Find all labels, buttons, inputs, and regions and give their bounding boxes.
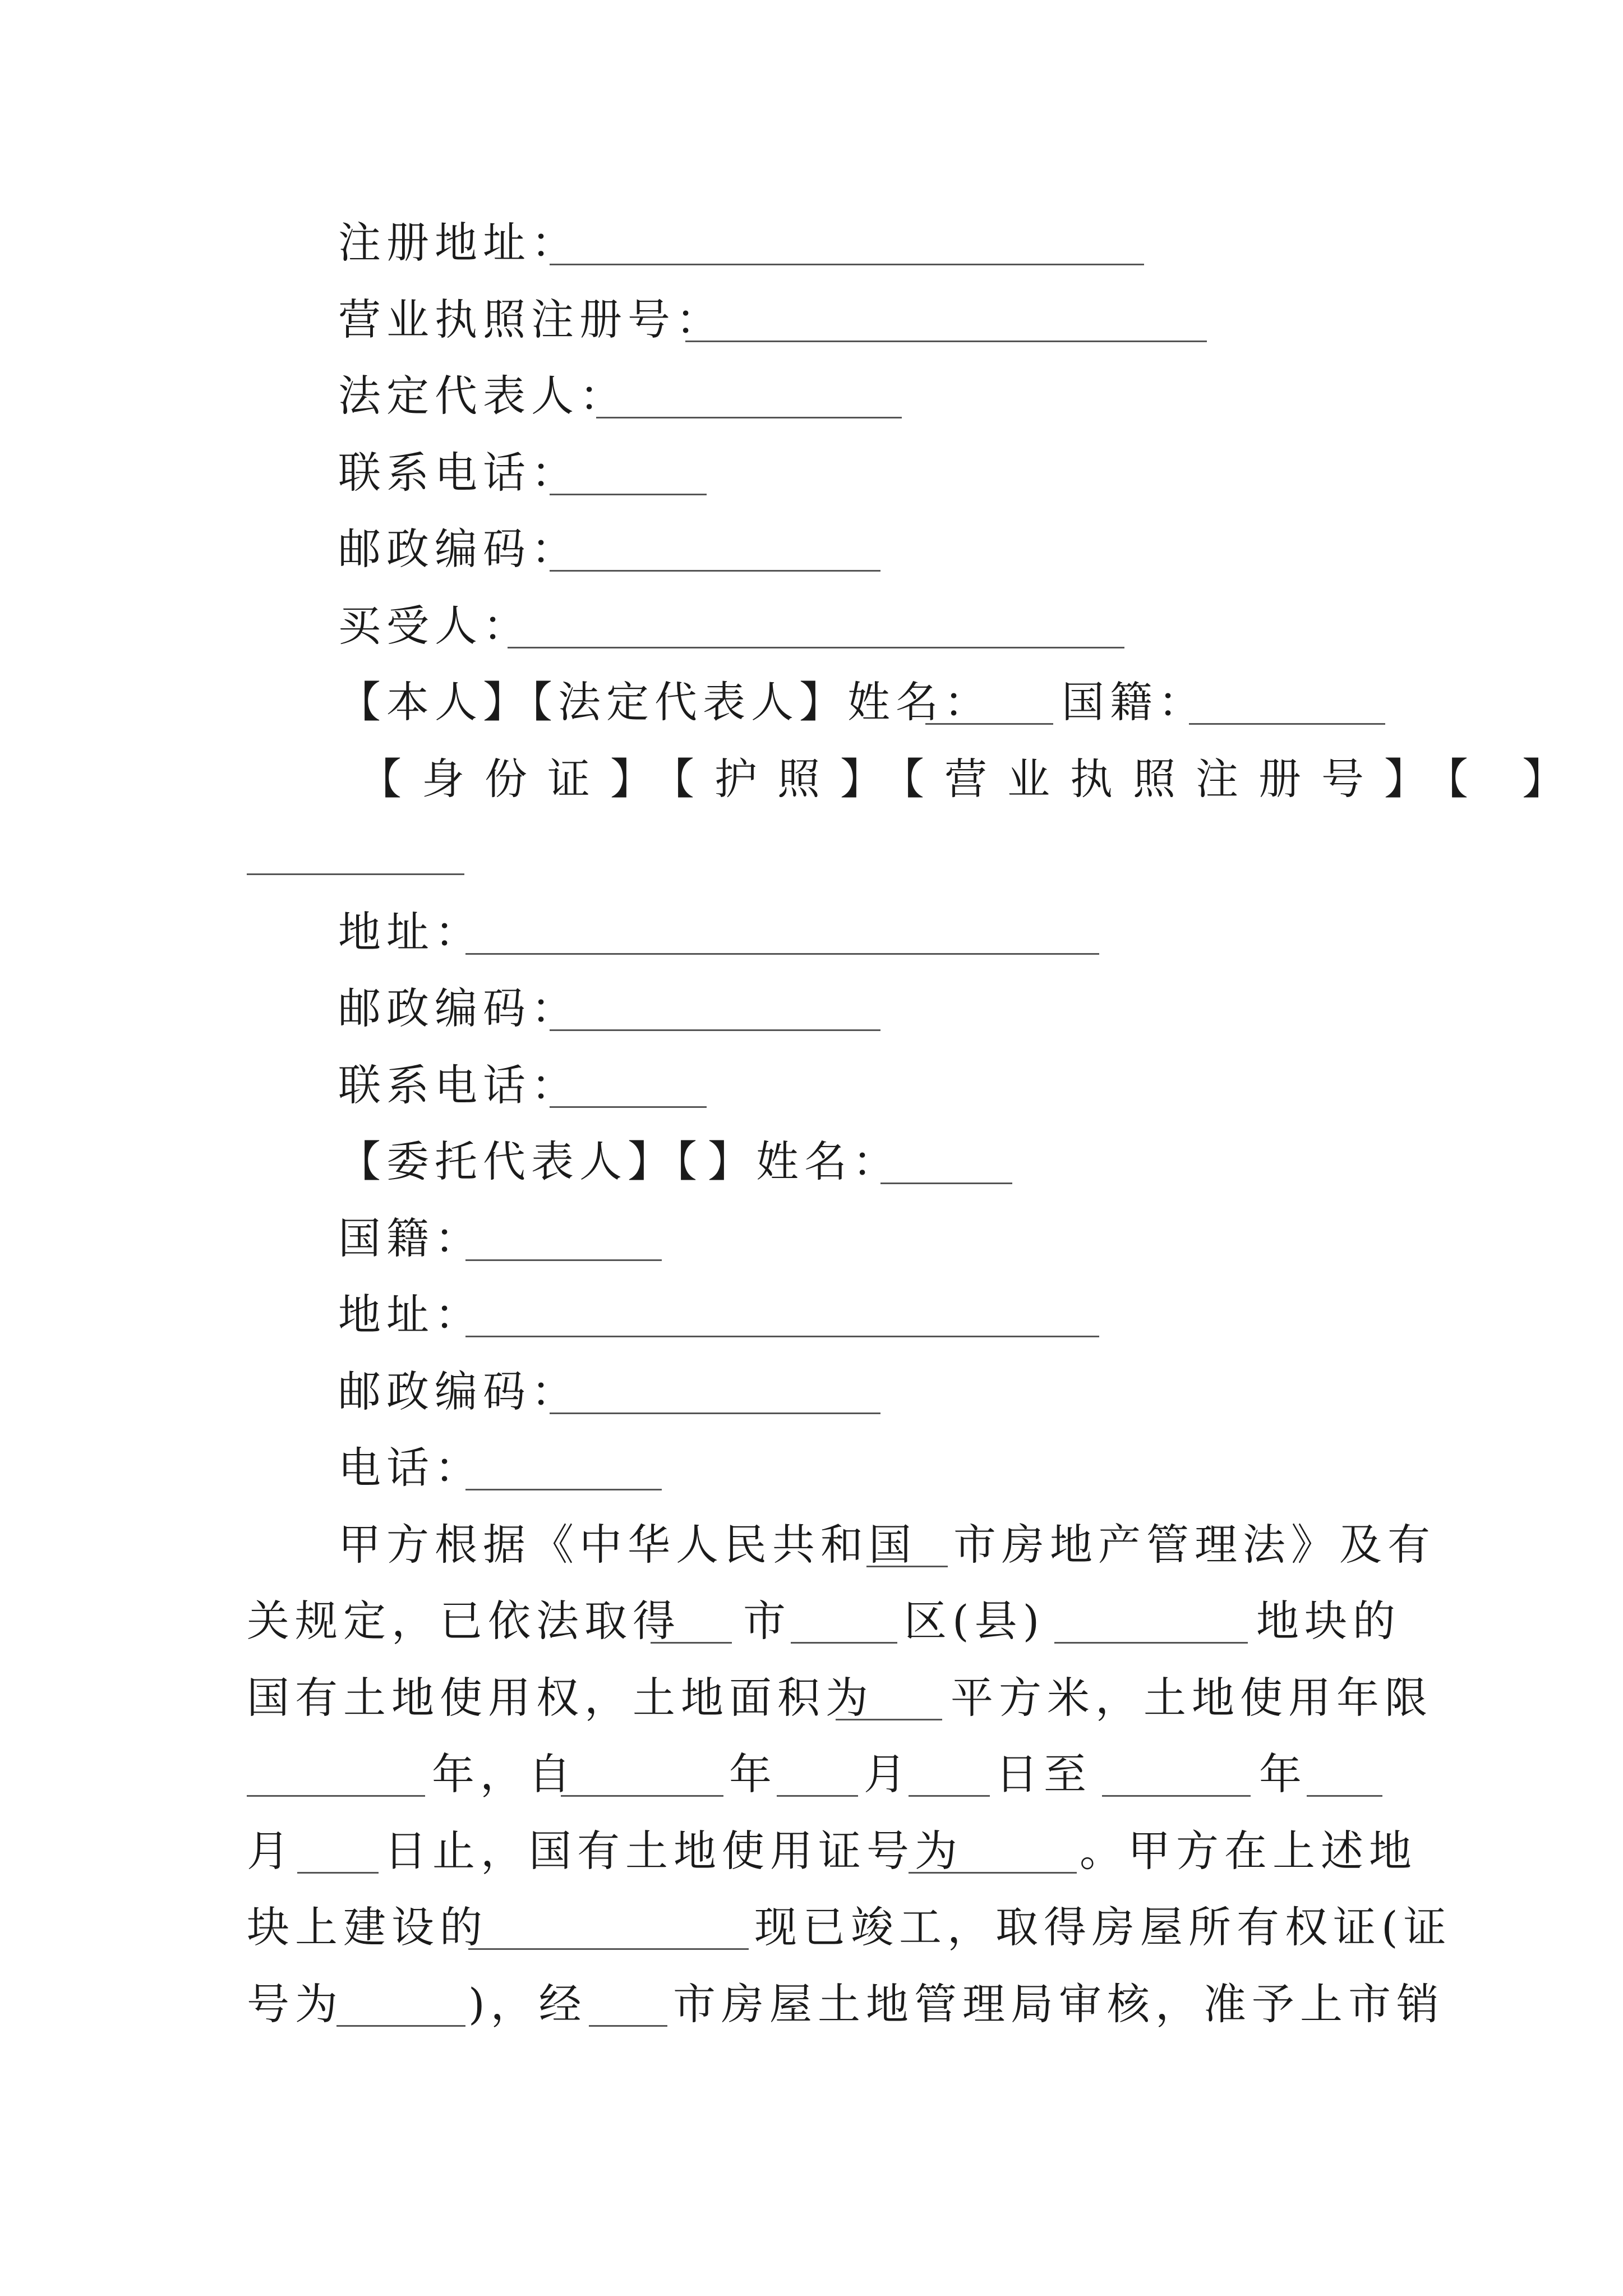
agent-name-label: 】姓名： <box>708 1137 901 1186</box>
paragraph-blank[interactable] <box>1054 1642 1248 1644</box>
buyer-nationality-label: 国籍： <box>1062 677 1206 727</box>
buyer-postcode-blank[interactable] <box>550 1029 880 1031</box>
paragraph-blank[interactable] <box>791 1642 897 1644</box>
agent-phone-blank[interactable] <box>465 1489 662 1490</box>
paragraph-text: 号为 <box>247 1979 343 2029</box>
agent-postcode-label: 邮政编码： <box>338 1366 579 1416</box>
paragraph-text: 市 <box>743 1596 791 1646</box>
paragraph-blank[interactable] <box>909 1795 990 1797</box>
license-no-label: 营业执照注册号： <box>338 295 724 344</box>
paragraph-blank[interactable] <box>909 1872 1077 1874</box>
paragraph-text: 甲方根据《中华人民共和国 <box>338 1520 917 1570</box>
id-type-options: 【身份证】【护照】【营业执照注册号】【 】 <box>359 754 1585 804</box>
paragraph-blank[interactable] <box>1102 1795 1251 1797</box>
paragraph-blank[interactable] <box>836 1719 942 1720</box>
paragraph-blank[interactable] <box>777 1795 858 1797</box>
paragraph-blank[interactable] <box>297 1872 379 1874</box>
buyer-postcode-label: 邮政编码： <box>338 983 579 1033</box>
buyer-nationality-blank[interactable] <box>1189 723 1385 725</box>
paragraph-text: )，经 <box>468 1979 587 2029</box>
legal-rep-label: 法定代表人： <box>338 371 628 421</box>
agent-address-label: 地址： <box>338 1290 483 1340</box>
seller-postcode-blank[interactable] <box>550 570 880 572</box>
buyer-blank[interactable] <box>508 647 1124 648</box>
paragraph-blank[interactable] <box>561 1795 723 1797</box>
seller-phone-label: 联系电话： <box>338 448 579 498</box>
seller-postcode-label: 邮政编码： <box>338 524 579 574</box>
reg-address-label: 注册地址： <box>338 218 579 268</box>
id-number-blank[interactable] <box>247 873 464 875</box>
paragraph-text: 日止，国有土地使用证号为 <box>384 1826 963 1876</box>
paragraph-blank[interactable] <box>589 2025 667 2027</box>
paragraph-blank[interactable] <box>247 1795 425 1797</box>
agent-nationality-label: 国籍： <box>338 1213 483 1263</box>
reg-address-blank[interactable] <box>550 264 1144 265</box>
paragraph-text: 平方米，土地使用年限 <box>951 1673 1433 1723</box>
buyer-phone-blank[interactable] <box>550 1106 707 1108</box>
agent-postcode-blank[interactable] <box>550 1412 880 1414</box>
legal-rep-blank[interactable] <box>596 417 902 418</box>
paragraph-text: 国有土地使用权，土地面积为 <box>247 1673 874 1723</box>
paragraph-text: 市房地产管理法》及有 <box>953 1520 1436 1570</box>
buyer-address-blank[interactable] <box>465 953 1099 955</box>
paragraph-blank[interactable] <box>866 1566 948 1567</box>
agent-address-blank[interactable] <box>465 1336 1099 1337</box>
paragraph-text: 块上建设的 <box>247 1902 488 1952</box>
license-no-blank[interactable] <box>685 341 1207 342</box>
agent-nationality-blank[interactable] <box>465 1259 662 1261</box>
agent-name-blank[interactable] <box>880 1182 1012 1184</box>
paragraph-text: 年 <box>1259 1749 1307 1799</box>
paragraph-text: 现已竣工，取得房屋所有权证(证 <box>754 1902 1452 1952</box>
agent-label: 【委托代表人】【 <box>338 1137 703 1186</box>
buyer-phone-label: 联系电话： <box>338 1060 579 1110</box>
paragraph-text: 年，自 <box>432 1749 577 1799</box>
paragraph-text: 地块的 <box>1256 1596 1401 1646</box>
paragraph-text: 。甲方在上述地 <box>1080 1826 1417 1876</box>
paragraph-text: 月 <box>247 1826 295 1876</box>
paragraph-blank[interactable] <box>651 1642 732 1644</box>
agent-phone-label: 电话： <box>338 1443 483 1493</box>
paragraph-blank[interactable] <box>336 2025 465 2027</box>
buyer-address-label: 地址： <box>338 907 483 957</box>
paragraph-text: 年 <box>729 1749 777 1799</box>
paragraph-text: 区(县) <box>904 1596 1045 1646</box>
buyer-label: 买受人： <box>338 601 531 651</box>
paragraph-blank[interactable] <box>1307 1795 1382 1797</box>
paragraph-blank[interactable] <box>468 1948 749 1950</box>
seller-phone-blank[interactable] <box>550 494 707 495</box>
paragraph-text: 市房屋土地管理局审核，准予上市销 <box>673 1979 1445 2029</box>
buyer-name-blank[interactable] <box>925 723 1053 725</box>
paragraph-text: 关规定，已依法取得 <box>247 1596 681 1646</box>
buyer-identity-label: 【本人】【法定代表人】姓名： <box>338 677 992 727</box>
paragraph-text: 日至 <box>995 1749 1092 1799</box>
paragraph-text: 月 <box>864 1749 912 1799</box>
